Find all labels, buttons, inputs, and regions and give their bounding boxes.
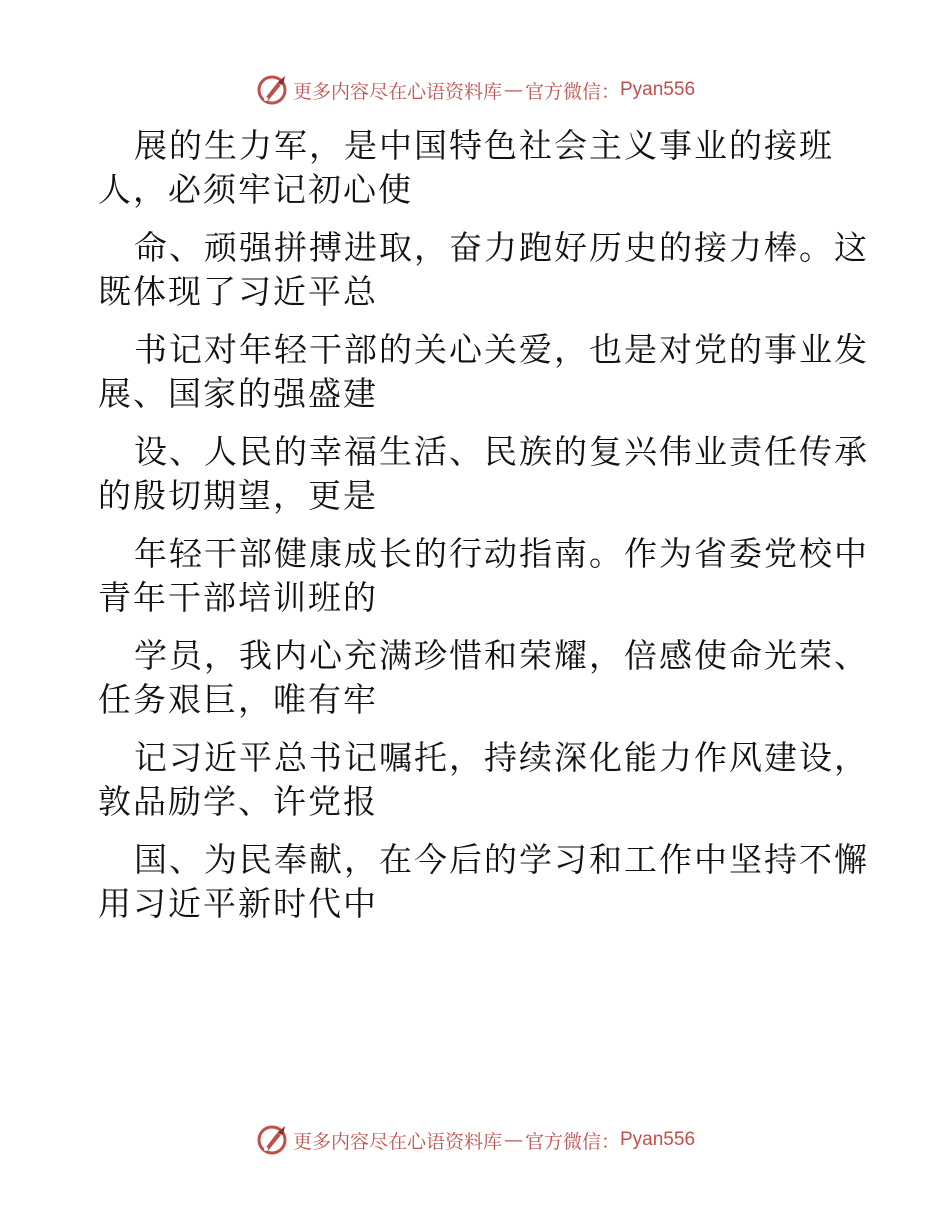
text-line: 年轻干部健康成长的行动指南。作为省委党校中	[134, 534, 869, 573]
text-line: 记习近平总书记嘱托，持续深化能力作风建设，	[134, 738, 869, 777]
document-body	[98, 124, 869, 940]
text-line: 国、为民奉献，在今后的学习和工作中坚持不懈	[134, 840, 869, 879]
text-line: 设、人民的幸福生活、民族的复兴伟业责任传承	[134, 432, 869, 471]
text-line: 敦品励学、许党报	[98, 782, 378, 821]
watermark-label: 官方微信：	[524, 1130, 620, 1153]
text-line: 书记对年轻干部的关心关爱，也是对党的事业发	[134, 330, 869, 369]
text-line: 命、顽强拼搏进取，奋力跑好历史的接力棒。这	[134, 228, 869, 267]
watermark-id: Pyan556	[620, 79, 696, 100]
header-watermark	[0, 70, 950, 110]
text-line: 展、国家的强盛建	[98, 374, 378, 413]
text-line: 的殷切期望，更是	[98, 476, 378, 515]
text-line: 展的生力军，是中国特色社会主义事业的接班	[134, 126, 834, 165]
text-line: 人，必须牢记初心使	[98, 170, 413, 209]
watermark-dash: —	[503, 1129, 523, 1151]
watermark-label: 官方微信：	[524, 80, 620, 103]
watermark-text: 更多内容尽在心语资料库	[292, 80, 502, 103]
quill-pen-logo-icon	[255, 73, 289, 107]
text-line: 任务艰巨，唯有牢	[98, 680, 378, 719]
text-line: 青年干部培训班的	[98, 578, 378, 617]
footer-watermark	[0, 1120, 950, 1160]
watermark-dash: —	[503, 79, 523, 101]
text-line: 用习近平新时代中	[98, 884, 378, 923]
watermark-id: Pyan556	[620, 1129, 696, 1150]
watermark-text: 更多内容尽在心语资料库	[292, 1130, 502, 1153]
text-line: 学员，我内心充满珍惜和荣耀，倍感使命光荣、	[134, 636, 869, 675]
quill-pen-logo-icon	[255, 1123, 289, 1157]
text-line: 既体现了习近平总	[98, 272, 378, 311]
